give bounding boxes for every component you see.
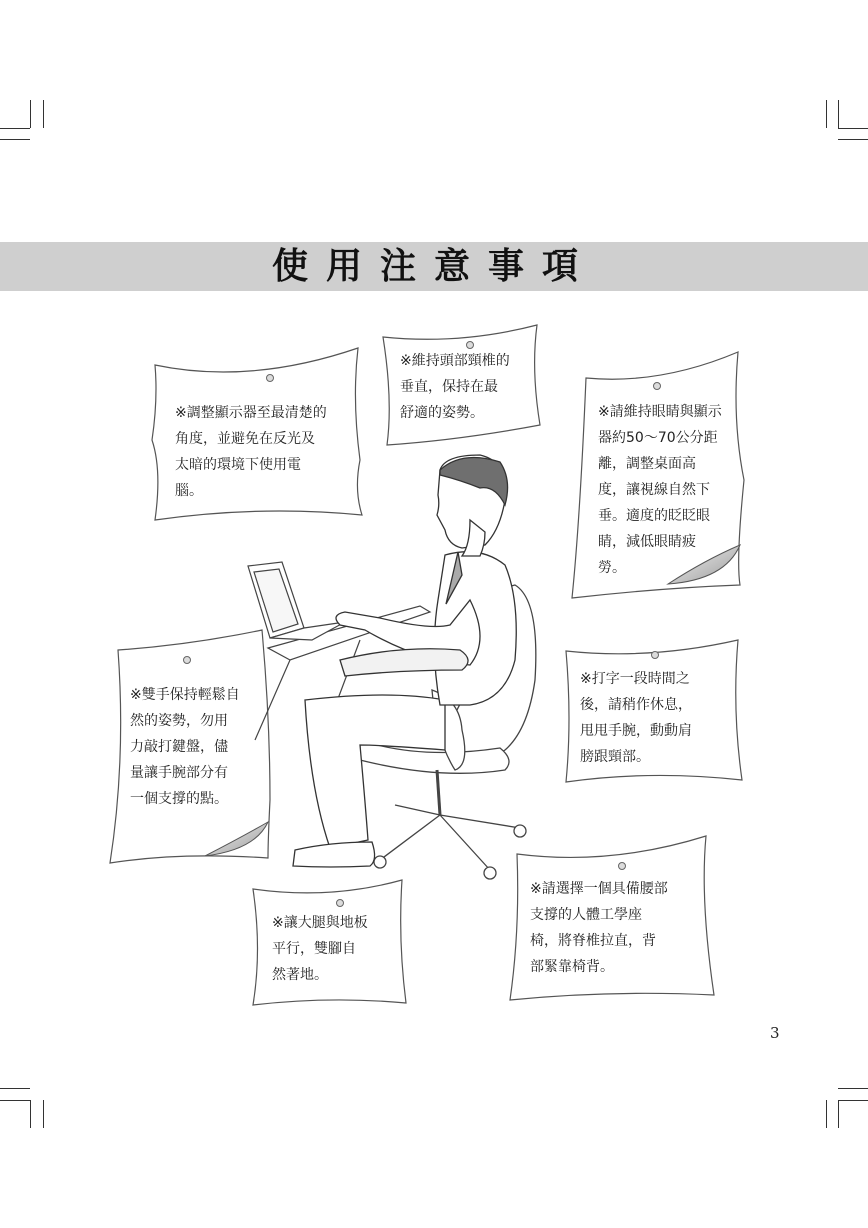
note-break: ※打字一段時間之 後，請稍作休息， 甩甩手腕，動動肩 膀跟頸部。 <box>580 671 692 765</box>
page-number: 3 <box>770 1024 780 1042</box>
page-title: 使用注意事項 <box>271 245 596 287</box>
note-head: ※維持頭部頸椎的 垂直，保持在最 舒適的姿勢。 <box>400 353 510 421</box>
note-hands: ※雙手保持輕鬆自 然的姿勢，勿用 力敲打鍵盤，儘 量讓手腕部分有 一個支撐的點。 <box>130 687 240 807</box>
note-display: ※調整顯示器至最清楚的 角度，並避免在反光及 太暗的環境下使用電 腦。 <box>175 405 327 499</box>
note-legs: ※讓大腿與地板 平行，雙腳自 然著地。 <box>272 915 368 983</box>
note-chair: ※請選擇一個具備腰部 支撐的人體工學座 椅，將脊椎拉直，背 部緊靠椅背。 <box>530 881 668 975</box>
person-illustration <box>293 455 516 867</box>
note-eyes: ※請維持眼睛與顯示 器約50～70公分距 離，調整桌面高 度，讓視線自然下 垂。適度的眨眨眼 睛，減低眼睛疲 勞。 <box>598 404 722 576</box>
